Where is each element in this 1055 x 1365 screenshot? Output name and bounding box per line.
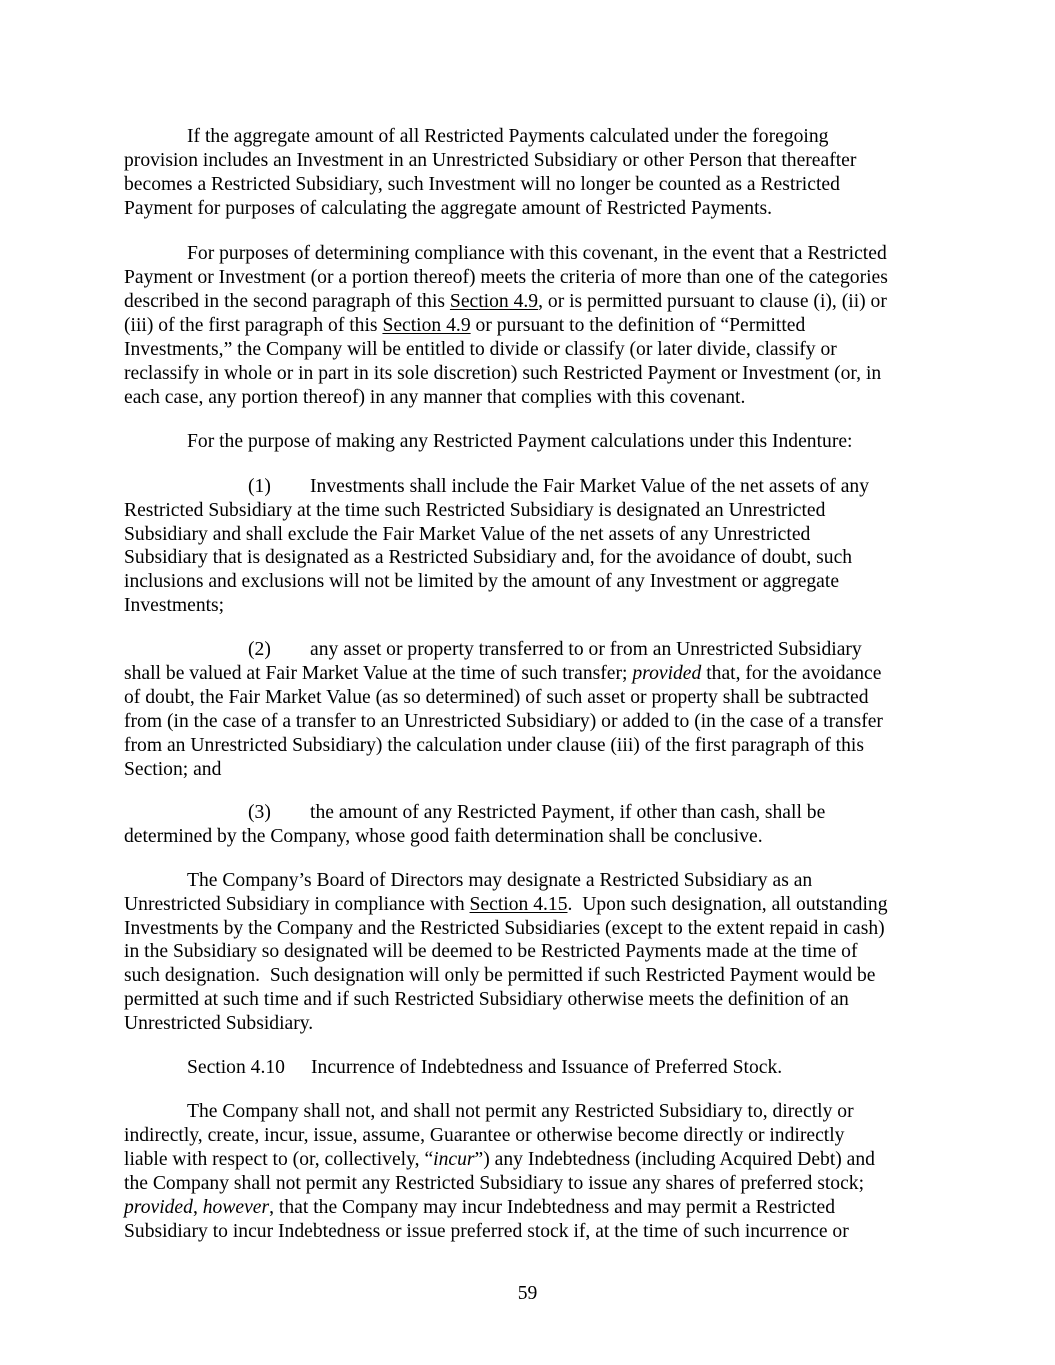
text-line: permitted at such time and if such Restricted Subsidiary otherwise meets the definition of an [124,989,849,1010]
section-4-15-reference: Section 4.15 [469,894,568,915]
text-line: Investments by the Company and the Restricted Subsidiaries (except to the extent repaid in cash) [124,918,885,939]
text-line [248,475,869,499]
italic-term: incur [433,1149,475,1170]
text-run: described in the second paragraph of this [124,291,450,312]
text-run: liable with respect to (or, collectively, “ [124,1149,434,1170]
italic-term: however [202,1197,270,1218]
text-run: , or is permitted pursuant to clause (i), (ii) or [538,291,887,312]
text-line [124,290,887,314]
text-run: or pursuant to the definition of “Permitted [470,315,806,336]
text-line: indirectly, create, incur, issue, assume, Guarantee or otherwise become directly or indirectly [124,1125,845,1146]
text-line: from an Unrestricted Subsidiary) the calculation under clause (iii) of the first paragraph of this [124,735,864,756]
italic-term: provided [632,663,702,684]
text-line: If the aggregate amount of all Restricted Payments calculated under the foregoing [187,126,829,147]
text-line: Payment for purposes of calculating the aggregate amount of Restricted Payments. [124,198,773,219]
text-run: . Upon such designation, all outstanding [567,894,888,915]
text-run: ”) any Indebtedness (including Acquired Debt) and [474,1149,875,1170]
text-line: provision includes an Investment in an Unrestricted Subsidiary or other Person that thereafter [124,150,857,171]
text-line: becomes a Restricted Subsidiary, such Investment will no longer be counted as a Restricted [124,174,840,195]
text-run: that, for the avoidance [701,663,882,684]
item-number: (1) [248,476,271,497]
section-title: Incurrence of Indebtedness and Issuance of Preferred Stock. [311,1057,783,1078]
text-line: The Company’s Board of Directors may designate a Restricted Subsidiary as an [187,870,813,891]
text-run: the amount of any Restricted Payment, if other than cash, shall be [310,802,826,823]
text-line: from (in the case of a transfer to an Unrestricted Subsidiary) or added to (in the case of a transfer [124,711,883,732]
text-line [248,638,862,662]
text-run: (iii) of the first paragraph of this [124,315,383,336]
text-run: shall be valued at Fair Market Value at the time of such transfer; [124,663,633,684]
section-heading [187,1056,782,1080]
text-run: , that the Company may incur Indebtedness and may permit a Restricted [269,1197,836,1218]
text-line: For purposes of determining compliance with this covenant, in the event that a Restricted [187,243,887,264]
text-line [124,893,888,917]
text-line: Subsidiary to incur Indebtedness or issue preferred stock if, at the time of such incurrence or [124,1221,849,1242]
text-line [124,1148,875,1172]
text-run: , [192,1197,203,1218]
text-line: Unrestricted Subsidiary. [124,1013,314,1034]
text-line: determined by the Company, whose good faith determination shall be conclusive. [124,826,763,847]
text-line: such designation. Such designation will only be permitted if such Restricted Payment would be [124,965,876,986]
text-run: Investments shall include the Fair Market Value of the net assets of any [310,476,870,497]
text-line: Subsidiary and shall exclude the Fair Market Value of the net assets of any Unrestricted [124,524,811,545]
italic-term: provided [124,1197,193,1218]
text-line: Subsidiary that is designated as a Restricted Subsidiary and, for the avoidance of doubt, such [124,547,853,568]
text-line: Investments; [124,595,225,616]
text-run: Unrestricted Subsidiary in compliance with [124,894,470,915]
text-line: in the Subsidiary so designated will be deemed to be Restricted Payments made at the time of [124,941,858,962]
text-line: the Company shall not permit any Restricted Subsidiary to issue any shares of preferred stock; [124,1173,865,1194]
text-line [248,801,825,825]
section-4-9-reference: Section 4.9 [449,291,539,312]
page-number: 59 [517,1283,538,1304]
item-number: (3) [248,802,271,823]
text-line: inclusions and exclusions will not be limited by the amount of any Investment or aggregate [124,571,840,592]
section-4-9-reference: Section 4.9 [382,315,471,336]
text-line: Investments,” the Company will be entitled to divide or classify (or later divide, classify or [124,339,837,360]
item-number: (2) [248,639,271,660]
text-line: For the purpose of making any Restricted Payment calculations under this Indenture: [187,431,853,452]
text-line: Section; and [124,759,222,780]
section-number: Section 4.10 [187,1057,285,1078]
text-line [124,662,881,686]
text-line: The Company shall not, and shall not permit any Restricted Subsidiary to, directly or [187,1101,854,1122]
text-line [124,1196,835,1220]
text-line [124,314,805,338]
text-line: of doubt, the Fair Market Value (as so determined) of such asset or property shall be subtracted [124,687,869,708]
text-line: Payment or Investment (or a portion thereof) meets the criteria of more than one of the categories [124,267,888,288]
text-run: any asset or property transferred to or from an Unrestricted Subsidiary [310,639,862,660]
text-line: each case, any portion thereof) in any manner that complies with this covenant. [124,387,746,408]
text-line: Restricted Subsidiary at the time such Restricted Subsidiary is designated an Unrestricted [124,500,826,521]
text-line: reclassify in whole or in part in its sole discretion) such Restricted Payment or Investment (or, in [124,363,882,384]
